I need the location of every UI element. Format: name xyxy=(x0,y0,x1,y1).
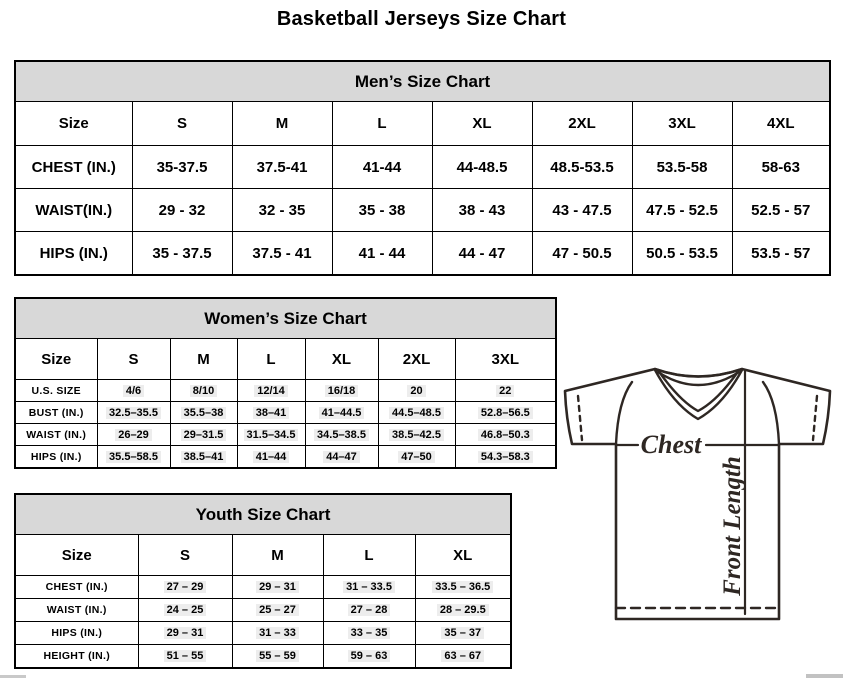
horizontal-scrollbar-left[interactable] xyxy=(0,675,26,678)
jersey-measurement-diagram xyxy=(560,356,840,626)
value-cell: 31 – 33.5 xyxy=(323,576,415,599)
value-cell: 32 - 35 xyxy=(232,189,332,232)
womens-size-table xyxy=(14,297,557,469)
youth-hips-row xyxy=(15,622,511,645)
womens-us-size-row xyxy=(15,380,556,402)
value-cell: 41–44.5 xyxy=(305,402,378,424)
youth-table-title: Youth Size Chart xyxy=(15,494,511,535)
value-cell: 24 – 25 xyxy=(138,599,232,622)
value-cell: 22 xyxy=(455,380,556,402)
size-column-cell: 2XL xyxy=(532,102,632,146)
value-cell: 35 - 37.5 xyxy=(132,232,232,276)
value-cell: 12/14 xyxy=(237,380,305,402)
youth-size-table xyxy=(14,493,512,669)
row-label: HIPS (IN.) xyxy=(15,622,138,645)
value-cell: 53.5 - 57 xyxy=(732,232,830,276)
value-cell: 27 – 29 xyxy=(138,576,232,599)
mens-chest-row xyxy=(15,146,830,189)
row-label: CHEST (IN.) xyxy=(15,576,138,599)
size-column-cell: 4XL xyxy=(732,102,830,146)
value-cell: 44-48.5 xyxy=(432,146,532,189)
size-column-cell: L xyxy=(332,102,432,146)
youth-chest-row xyxy=(15,576,511,599)
youth-size-header-row xyxy=(15,535,511,576)
womens-bust-row xyxy=(15,402,556,424)
size-label-cell: Size xyxy=(15,339,97,380)
size-column-cell: 3XL xyxy=(455,339,556,380)
value-cell: 44.5–48.5 xyxy=(378,402,455,424)
size-column-cell: 3XL xyxy=(632,102,732,146)
value-cell: 38.5–42.5 xyxy=(378,424,455,446)
value-cell: 35.5–58.5 xyxy=(97,446,170,469)
womens-size-header-row xyxy=(15,339,556,380)
value-cell: 47 - 50.5 xyxy=(532,232,632,276)
value-cell: 29 – 31 xyxy=(138,622,232,645)
womens-hips-row xyxy=(15,446,556,469)
value-cell: 59 – 63 xyxy=(323,645,415,669)
value-cell: 33.5 – 36.5 xyxy=(415,576,511,599)
value-cell: 44 - 47 xyxy=(432,232,532,276)
front-length-label: Front Length xyxy=(719,456,746,596)
value-cell: 26–29 xyxy=(97,424,170,446)
value-cell: 52.8–56.5 xyxy=(455,402,556,424)
mens-size-table xyxy=(14,60,831,276)
value-cell: 47.5 - 52.5 xyxy=(632,189,732,232)
mens-table-title: Men’s Size Chart xyxy=(15,61,830,102)
value-cell: 35 – 37 xyxy=(415,622,511,645)
jersey-outline xyxy=(565,369,830,619)
value-cell: 47–50 xyxy=(378,446,455,469)
value-cell: 16/18 xyxy=(305,380,378,402)
row-label: CHEST (IN.) xyxy=(15,146,132,189)
size-column-cell: L xyxy=(323,535,415,576)
page-title: Basketball Jerseys Size Chart xyxy=(276,8,567,30)
value-cell: 31 – 33 xyxy=(232,622,323,645)
youth-waist-row xyxy=(15,599,511,622)
size-column-cell: M xyxy=(170,339,237,380)
value-cell: 58-63 xyxy=(732,146,830,189)
size-column-cell: S xyxy=(132,102,232,146)
value-cell: 27 – 28 xyxy=(323,599,415,622)
value-cell: 37.5 - 41 xyxy=(232,232,332,276)
value-cell: 34.5–38.5 xyxy=(305,424,378,446)
row-label: HIPS (IN.) xyxy=(15,446,97,469)
youth-table-header-row xyxy=(15,494,511,535)
value-cell: 46.8–50.3 xyxy=(455,424,556,446)
horizontal-scrollbar-right[interactable] xyxy=(806,674,843,678)
value-cell: 38 - 43 xyxy=(432,189,532,232)
value-cell: 48.5-53.5 xyxy=(532,146,632,189)
value-cell: 32.5–35.5 xyxy=(97,402,170,424)
value-cell: 51 – 55 xyxy=(138,645,232,669)
row-label: HIPS (IN.) xyxy=(15,232,132,276)
row-label: WAIST (IN.) xyxy=(15,599,138,622)
womens-table-header-row xyxy=(15,298,556,339)
value-cell: 29 – 31 xyxy=(232,576,323,599)
value-cell: 52.5 - 57 xyxy=(732,189,830,232)
size-label-cell: Size xyxy=(15,102,132,146)
value-cell: 38.5–41 xyxy=(170,446,237,469)
row-label: WAIST (IN.) xyxy=(15,424,97,446)
value-cell: 53.5-58 xyxy=(632,146,732,189)
mens-hips-row xyxy=(15,232,830,276)
value-cell: 20 xyxy=(378,380,455,402)
row-label: HEIGHT (IN.) xyxy=(15,645,138,669)
value-cell: 29–31.5 xyxy=(170,424,237,446)
value-cell: 35.5–38 xyxy=(170,402,237,424)
size-column-cell: M xyxy=(232,102,332,146)
womens-waist-row xyxy=(15,424,556,446)
value-cell: 63 – 67 xyxy=(415,645,511,669)
value-cell: 54.3–58.3 xyxy=(455,446,556,469)
size-column-cell: XL xyxy=(415,535,511,576)
row-label: U.S. SIZE xyxy=(15,380,97,402)
size-column-cell: XL xyxy=(432,102,532,146)
value-cell: 33 – 35 xyxy=(323,622,415,645)
size-column-cell: 2XL xyxy=(378,339,455,380)
value-cell: 31.5–34.5 xyxy=(237,424,305,446)
chest-label: Chest xyxy=(640,430,702,459)
size-column-cell: M xyxy=(232,535,323,576)
value-cell: 29 - 32 xyxy=(132,189,232,232)
mens-table-header-row xyxy=(15,61,830,102)
value-cell: 35 - 38 xyxy=(332,189,432,232)
mens-size-header-row xyxy=(15,102,830,146)
value-cell: 43 - 47.5 xyxy=(532,189,632,232)
size-column-cell: S xyxy=(97,339,170,380)
value-cell: 41–44 xyxy=(237,446,305,469)
value-cell: 28 – 29.5 xyxy=(415,599,511,622)
value-cell: 38–41 xyxy=(237,402,305,424)
value-cell: 41 - 44 xyxy=(332,232,432,276)
value-cell: 4/6 xyxy=(97,380,170,402)
size-column-cell: S xyxy=(138,535,232,576)
size-column-cell: XL xyxy=(305,339,378,380)
size-column-cell: L xyxy=(237,339,305,380)
row-label: BUST (IN.) xyxy=(15,402,97,424)
value-cell: 35-37.5 xyxy=(132,146,232,189)
value-cell: 25 – 27 xyxy=(232,599,323,622)
womens-table-title: Women’s Size Chart xyxy=(15,298,556,339)
value-cell: 50.5 - 53.5 xyxy=(632,232,732,276)
value-cell: 8/10 xyxy=(170,380,237,402)
youth-height-row xyxy=(15,645,511,669)
value-cell: 41-44 xyxy=(332,146,432,189)
value-cell: 44–47 xyxy=(305,446,378,469)
value-cell: 37.5-41 xyxy=(232,146,332,189)
size-label-cell: Size xyxy=(15,535,138,576)
mens-waist-row xyxy=(15,189,830,232)
value-cell: 55 – 59 xyxy=(232,645,323,669)
row-label: WAIST(IN.) xyxy=(15,189,132,232)
